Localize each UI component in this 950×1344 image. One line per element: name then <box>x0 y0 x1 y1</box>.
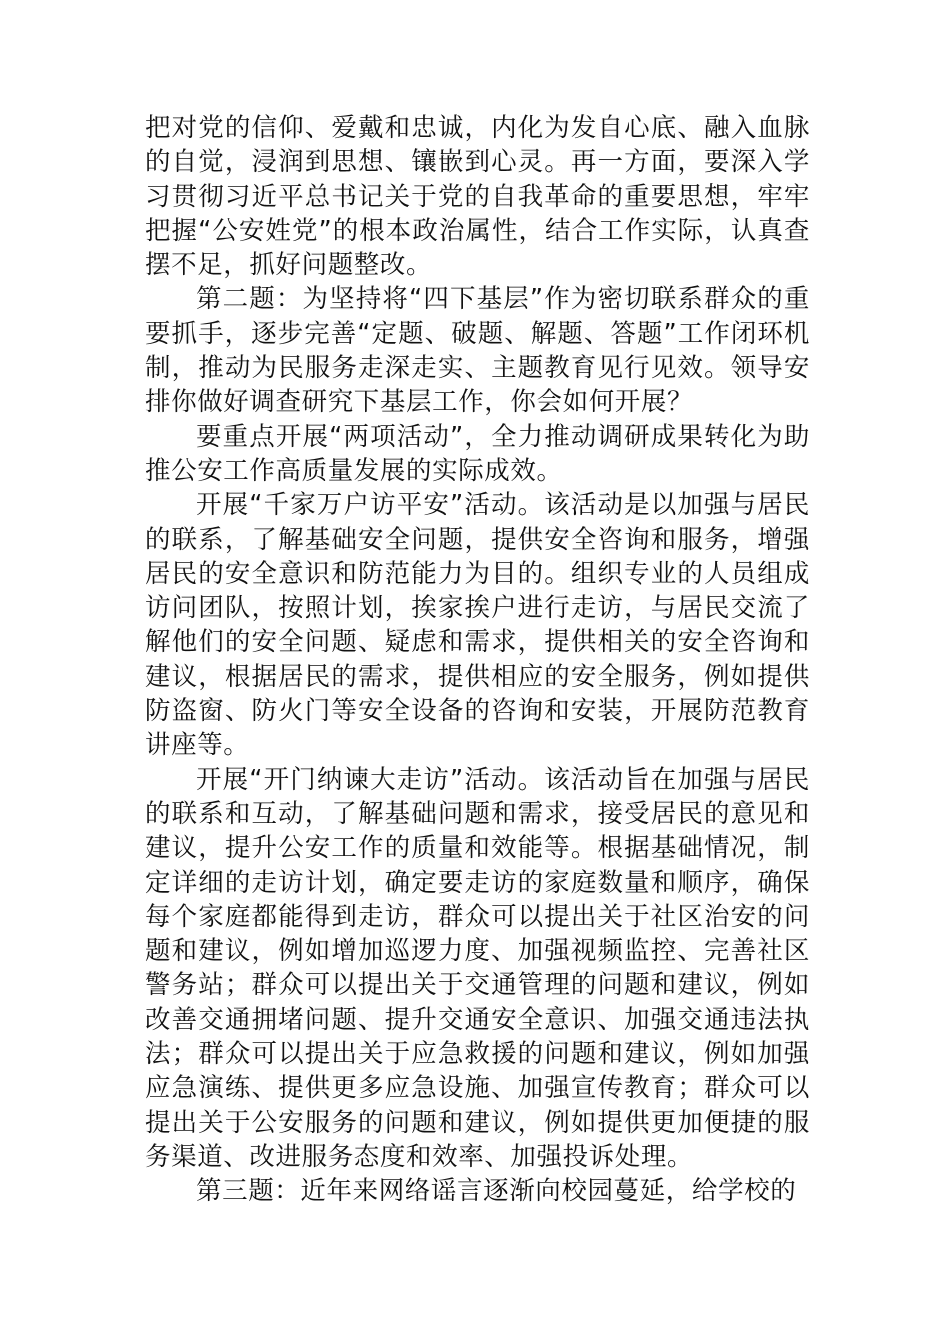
paragraph-question-two: 第二题：为坚持将“四下基层”作为密切联系群众的重要抓手，逐步完善“定题、破题、解题、答题”工作闭环机制，推动为民服务走深走实、主题教育见行见效。领导安排你做好调查研究下基层工作，你会如何开展？ <box>145 284 810 418</box>
document-body <box>145 111 810 1209</box>
paragraph-answer-intro: 要重点开展“两项活动”，全力推动调研成果转化为助推公安工作高质量发展的实际成效。 <box>145 421 810 486</box>
paragraph-activity-two: 开展“开门纳谏大走访”活动。该活动旨在加强与居民的联系和互动，了解基础问题和需求，接受居民的意见和建议，提升公安工作的质量和效能等。根据基础情况，制定详细的走访计划，确定要走访的家庭数量和顺序，确保每个家庭都能得到走访，群众可以提出关于社区治安的问题和建议，例如增加巡逻力度、加强视频监控、完善社区警务站；群众可以提出关于交通管理的问题和建议，例如改善交通拥堵问题、提升交通安全意识、加强交通违法执法；群众可以提出关于应急救援的问题和建议，例如加强应急演练、提供更多应急设施、加强宣传教育；群众可以提出关于公安服务的问题和建议，例如提供更加便捷的服务渠道、改进服务态度和效率、加强投诉处理。 <box>145 764 810 1172</box>
paragraph-activity-one: 开展“千家万户访平安”活动。该活动是以加强与居民的联系，了解基础安全问题，提供安全咨询和服务，增强居民的安全意识和防范能力为目的。组织专业的人员组成访问团队，按照计划，挨家挨户进行走访，与居民交流了解他们的安全问题、疑虑和需求，提供相关的安全咨询和建议，根据居民的需求，提供相应的安全服务，例如提供防盗窗、防火门等安全设备的咨询和安装，开展防范教育讲座等。 <box>145 490 810 761</box>
paragraph-question-three: 第三题：近年来网络谣言逐渐向校园蔓延，给学校的 <box>196 1176 797 1207</box>
paragraph-continuation: 把对党的信仰、爱戴和忠诚，内化为发自心底、融入血脉的自觉，浸润到思想、镶嵌到心灵。再一方面，要深入学习贯彻习近平总书记关于党的自我革命的重要思想，牢牢把握“公安姓党”的根本政治属性，结合工作实际，认真查摆不足，抓好问题整改。 <box>145 113 810 281</box>
